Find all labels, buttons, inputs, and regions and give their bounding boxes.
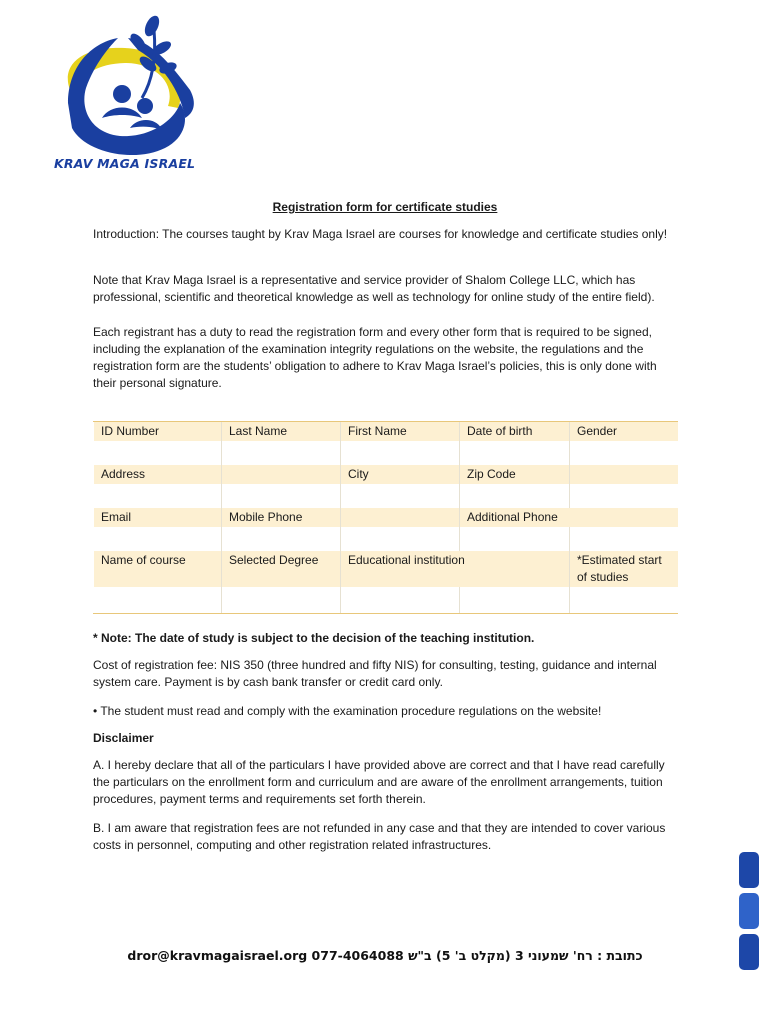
side-tab-2[interactable] [739, 893, 759, 929]
logo-wordmark: KRAV MAGA ISRAEL [54, 156, 196, 171]
field-gender[interactable] [570, 441, 678, 465]
field-name-of-course[interactable] [94, 587, 222, 614]
disclaimer-heading: Disclaimer [93, 731, 154, 745]
field-empty[interactable] [341, 527, 460, 551]
label-last-name: Last Name [222, 422, 341, 442]
label-name-of-course: Name of course [94, 551, 222, 587]
label-mobile-phone: Mobile Phone [222, 508, 341, 527]
field-empty[interactable] [460, 587, 570, 614]
field-address-cont[interactable] [222, 484, 341, 508]
duty-paragraph: Each registrant has a duty to read the registration form and every other form that is required to be signed, including the explanation of the examination integrity regulations on the website, the regulations and the registration form are the students’ obligation to adhere to Krav Maga Israel’s policies, this is only done with their personal signature. [93, 325, 657, 390]
label-date-of-birth: Date of birth [460, 422, 570, 442]
field-empty[interactable] [570, 484, 678, 508]
table-row [94, 484, 678, 508]
label-city: City [341, 465, 460, 484]
registration-table [93, 421, 678, 614]
field-email[interactable] [94, 527, 222, 551]
krav-maga-israel-logo [50, 8, 205, 176]
cost-paragraph: Cost of registration fee: NIS 350 (three hundred and fifty NIS) for consulting, testing, guidance and internal system care. Payment is by cash bank transfer or credit card only. [93, 658, 657, 689]
label-empty [222, 465, 341, 484]
field-first-name[interactable] [341, 441, 460, 465]
label-address: Address [94, 465, 222, 484]
field-empty[interactable] [570, 527, 678, 551]
study-date-note: * Note: The date of study is subject to the decision of the teaching institution. [93, 631, 535, 645]
regulations-bullet: • The student must read and comply with the examination procedure regulations on the website! [93, 704, 602, 718]
table-row [94, 465, 678, 484]
field-educational-institution[interactable] [341, 587, 460, 614]
label-additional-phone: Additional Phone [460, 508, 678, 527]
field-additional-phone[interactable] [460, 527, 570, 551]
intro-paragraph: Introduction: The courses taught by Krav Maga Israel are courses for knowledge and certificate studies only! [93, 227, 668, 241]
footer-contact: dror@kravmagaisrael.org 077-4064088 כתובת : רח' שמעוני 3 (מקלט ב' 5) ב"ש [127, 948, 643, 963]
label-estimated-start: *Estimated start of studies [570, 551, 678, 587]
table-row [94, 587, 678, 614]
table-row [94, 441, 678, 465]
disclaimer-b: B. I am aware that registration fees are not refunded in any case and that they are intended to cover various costs in personnel, computing and other registration related infrastructures. [93, 821, 666, 852]
field-last-name[interactable] [222, 441, 341, 465]
field-date-of-birth[interactable] [460, 441, 570, 465]
label-email: Email [94, 508, 222, 527]
side-tab-1[interactable] [739, 852, 759, 888]
table-row [94, 508, 678, 527]
field-address[interactable] [94, 484, 222, 508]
document-title: Registration form for certificate studies [272, 200, 498, 214]
table-row [94, 422, 678, 442]
label-id-number: ID Number [94, 422, 222, 442]
table-row [94, 527, 678, 551]
table-row [94, 551, 678, 587]
label-educational-institution: Educational institution [341, 551, 570, 587]
label-zip-code: Zip Code [460, 465, 570, 484]
label-empty [341, 508, 460, 527]
field-zip-code[interactable] [460, 484, 570, 508]
field-estimated-start[interactable] [570, 587, 678, 614]
field-city[interactable] [341, 484, 460, 508]
field-mobile-phone[interactable] [222, 527, 341, 551]
field-id-number[interactable] [94, 441, 222, 465]
label-gender: Gender [570, 422, 678, 442]
disclaimer-a: A. I hereby declare that all of the particulars I have provided above are correct and that I have read carefully the particulars on the enrollment form and curriculum and are aware of the enrollment arrangements, tuition procedures, payment terms and requirements set forth therein. [93, 758, 665, 806]
label-first-name: First Name [341, 422, 460, 442]
label-selected-degree: Selected Degree [222, 551, 341, 587]
field-selected-degree[interactable] [222, 587, 341, 614]
label-empty [570, 465, 678, 484]
note-paragraph: Note that Krav Maga Israel is a representative and service provider of Shalom College LLC, which has professional, scientific and theoretical knowledge as well as technology for online study of the entire field). [93, 273, 655, 304]
